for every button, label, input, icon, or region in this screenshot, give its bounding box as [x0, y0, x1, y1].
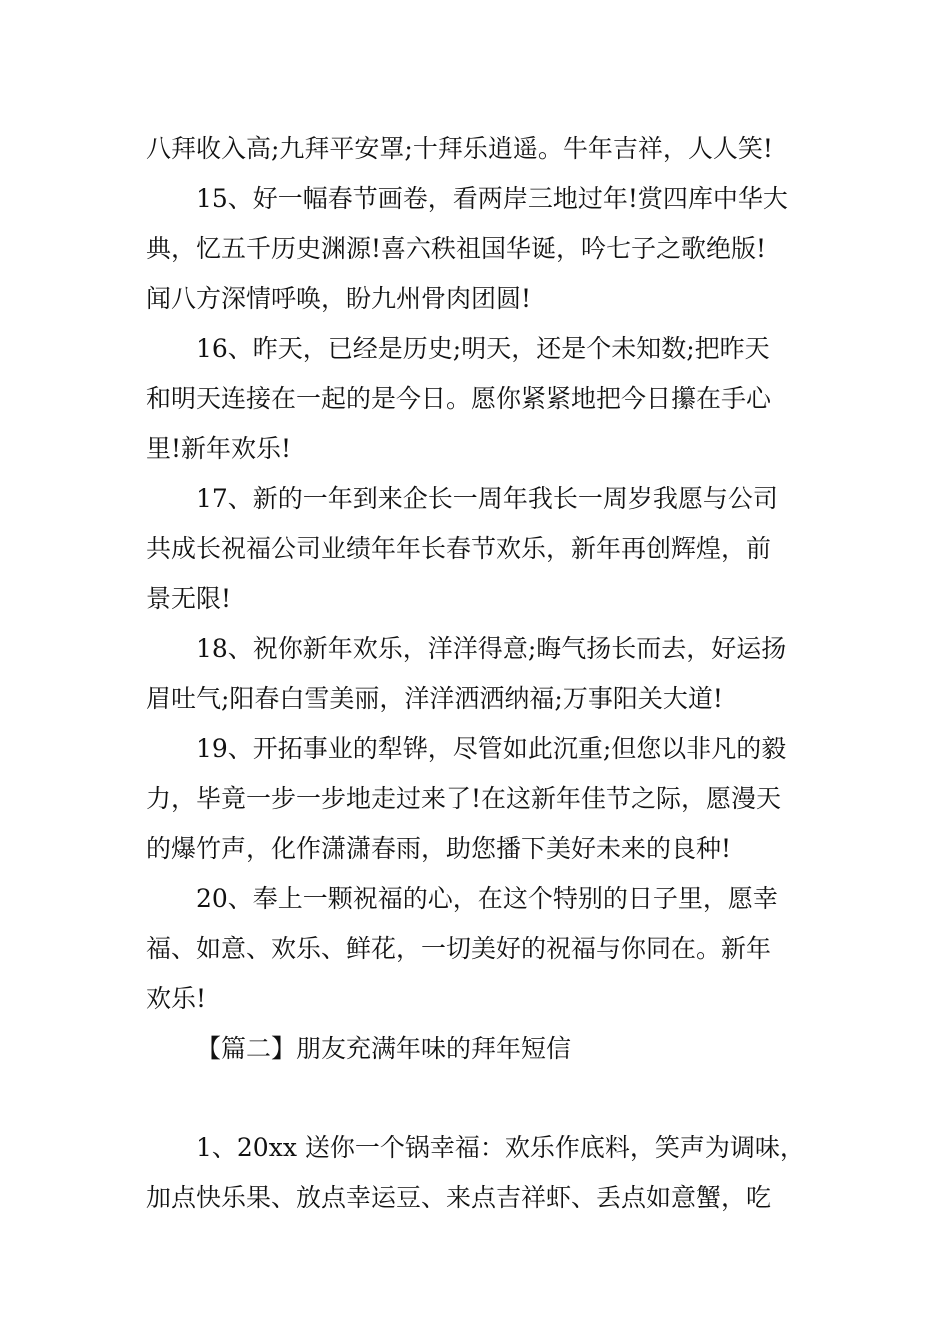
text-line: 和明天连接在一起的是今日。愿你紧紧地把今日攥在手心: [146, 384, 772, 413]
text-line: 20、奉上一颗祝福的心，在这个特别的日子里，愿幸: [196, 884, 778, 913]
text-line: 力，毕竟一步一步地走过来了!在这新年佳节之际，愿漫天: [146, 784, 782, 813]
text-line: 15、好一幅春节画卷，看两岸三地过年!赏四库中华大: [196, 184, 788, 213]
text-line: 共成长祝福公司业绩年年长春节欢乐，新年再创辉煌，前: [146, 534, 772, 563]
text-line: 16、昨天，已经是历史;明天，还是个未知数;把昨天: [196, 334, 770, 363]
text-line: 福、如意、欢乐、鲜花，一切美好的祝福与你同在。新年: [146, 934, 772, 963]
text-line: 18、祝你新年欢乐，洋洋得意;晦气扬长而去，好运扬: [196, 634, 787, 663]
text-line: 17、新的一年到来企长一周年我长一周岁我愿与公司: [196, 484, 778, 513]
text-line: 景无限!: [146, 584, 232, 613]
text-line: 1、20xx 送你一个锅幸福：欢乐作底料，笑声为调味，: [196, 1133, 805, 1162]
text-line: 19、开拓事业的犁铧，尽管如此沉重;但您以非凡的毅: [196, 734, 787, 763]
section-heading: 【篇二】朋友充满年味的拜年短信: [196, 1034, 572, 1063]
text-line: 闻八方深情呼唤，盼九州骨肉团圆!: [146, 284, 532, 313]
text-line: 欢乐!: [146, 984, 207, 1013]
text-line: 的爆竹声，化作潇潇春雨，助您播下美好未来的良种!: [146, 834, 732, 863]
text-line: 眉吐气;阳春白雪美丽，洋洋洒洒纳福;万事阳关大道!: [146, 684, 723, 713]
text-line: 八拜收入高;九拜平安罩;十拜乐逍遥。牛年吉祥，人人笑!: [146, 134, 773, 163]
text-line: 里!新年欢乐!: [146, 434, 292, 463]
text-line: 典，忆五千历史渊源!喜六秩祖国华诞，吟七子之歌绝版!: [146, 234, 767, 263]
text-line: 加点快乐果、放点幸运豆、来点吉祥虾、丢点如意蟹，吃: [146, 1183, 772, 1212]
